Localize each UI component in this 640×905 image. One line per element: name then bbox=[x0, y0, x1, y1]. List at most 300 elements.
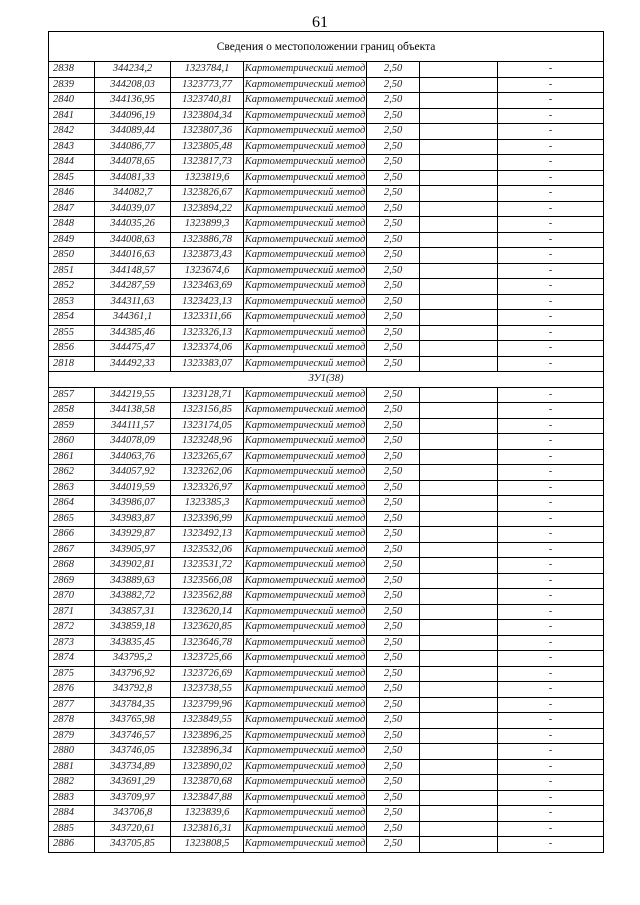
accuracy-cell: 2,50 bbox=[367, 77, 420, 93]
empty-cell bbox=[420, 434, 498, 450]
point-number-cell: 2883 bbox=[49, 790, 95, 806]
description-cell: - bbox=[498, 341, 604, 357]
x-coordinate-cell: 343795,2 bbox=[95, 651, 171, 667]
point-number-cell: 2868 bbox=[49, 558, 95, 574]
empty-cell bbox=[420, 356, 498, 372]
description-cell: - bbox=[498, 496, 604, 512]
point-number-cell: 2872 bbox=[49, 620, 95, 636]
method-cell: Картометрический метод bbox=[244, 821, 367, 837]
point-number-cell: 2861 bbox=[49, 449, 95, 465]
table-row bbox=[49, 139, 604, 155]
empty-cell bbox=[420, 418, 498, 434]
accuracy-cell: 2,50 bbox=[367, 589, 420, 605]
accuracy-cell: 2,50 bbox=[367, 728, 420, 744]
point-number-cell: 2875 bbox=[49, 666, 95, 682]
method-cell: Картометрический метод bbox=[244, 341, 367, 357]
accuracy-cell: 2,50 bbox=[367, 666, 420, 682]
accuracy-cell: 2,50 bbox=[367, 821, 420, 837]
table-row bbox=[49, 124, 604, 140]
empty-cell bbox=[420, 232, 498, 248]
x-coordinate-cell: 344063,76 bbox=[95, 449, 171, 465]
method-cell: Картометрический метод bbox=[244, 775, 367, 791]
empty-cell bbox=[420, 728, 498, 744]
description-cell: - bbox=[498, 108, 604, 124]
point-number-cell: 2848 bbox=[49, 217, 95, 233]
y-coordinate-cell: 1323886,78 bbox=[171, 232, 244, 248]
y-coordinate-cell: 1323248,96 bbox=[171, 434, 244, 450]
description-cell: - bbox=[498, 480, 604, 496]
y-coordinate-cell: 1323174,05 bbox=[171, 418, 244, 434]
x-coordinate-cell: 344311,63 bbox=[95, 294, 171, 310]
x-coordinate-cell: 343882,72 bbox=[95, 589, 171, 605]
method-cell: Картометрический метод bbox=[244, 542, 367, 558]
point-number-cell: 2850 bbox=[49, 248, 95, 264]
y-coordinate-cell: 1323646,78 bbox=[171, 635, 244, 651]
accuracy-cell: 2,50 bbox=[367, 217, 420, 233]
x-coordinate-cell: 344136,95 bbox=[95, 93, 171, 109]
x-coordinate-cell: 344287,59 bbox=[95, 279, 171, 295]
accuracy-cell: 2,50 bbox=[367, 403, 420, 419]
description-cell: - bbox=[498, 790, 604, 806]
y-coordinate-cell: 1323674,6 bbox=[171, 263, 244, 279]
table-row bbox=[49, 573, 604, 589]
accuracy-cell: 2,50 bbox=[367, 806, 420, 822]
method-cell: Картометрический метод bbox=[244, 527, 367, 543]
table-row bbox=[49, 837, 604, 853]
empty-cell bbox=[420, 387, 498, 403]
method-cell: Картометрический метод bbox=[244, 232, 367, 248]
method-cell: Картометрический метод bbox=[244, 837, 367, 853]
x-coordinate-cell: 344148,57 bbox=[95, 263, 171, 279]
description-cell: - bbox=[498, 511, 604, 527]
empty-cell bbox=[420, 170, 498, 186]
description-cell: - bbox=[498, 558, 604, 574]
point-number-cell: 2845 bbox=[49, 170, 95, 186]
table-row bbox=[49, 217, 604, 233]
empty-cell bbox=[420, 558, 498, 574]
point-number-cell: 2864 bbox=[49, 496, 95, 512]
table-row bbox=[49, 496, 604, 512]
x-coordinate-cell: 344086,77 bbox=[95, 139, 171, 155]
empty-cell bbox=[420, 62, 498, 78]
accuracy-cell: 2,50 bbox=[367, 511, 420, 527]
x-coordinate-cell: 344219,55 bbox=[95, 387, 171, 403]
method-cell: Картометрический метод bbox=[244, 263, 367, 279]
empty-cell bbox=[420, 682, 498, 698]
accuracy-cell: 2,50 bbox=[367, 232, 420, 248]
method-cell: Картометрический метод bbox=[244, 620, 367, 636]
x-coordinate-cell: 344492,33 bbox=[95, 356, 171, 372]
y-coordinate-cell: 1323156,85 bbox=[171, 403, 244, 419]
point-number-cell: 2846 bbox=[49, 186, 95, 202]
accuracy-cell: 2,50 bbox=[367, 434, 420, 450]
description-cell: - bbox=[498, 434, 604, 450]
empty-cell bbox=[420, 635, 498, 651]
y-coordinate-cell: 1323725,66 bbox=[171, 651, 244, 667]
empty-cell bbox=[420, 480, 498, 496]
accuracy-cell: 2,50 bbox=[367, 790, 420, 806]
x-coordinate-cell: 343720,61 bbox=[95, 821, 171, 837]
x-coordinate-cell: 343792,8 bbox=[95, 682, 171, 698]
point-number-cell: 2881 bbox=[49, 759, 95, 775]
method-cell: Картометрический метод bbox=[244, 713, 367, 729]
table-row bbox=[49, 558, 604, 574]
y-coordinate-cell: 1323816,31 bbox=[171, 821, 244, 837]
y-coordinate-cell: 1323784,1 bbox=[171, 62, 244, 78]
y-coordinate-cell: 1323890,02 bbox=[171, 759, 244, 775]
x-coordinate-cell: 343734,89 bbox=[95, 759, 171, 775]
table-row bbox=[49, 527, 604, 543]
method-cell: Картометрический метод bbox=[244, 170, 367, 186]
description-cell: - bbox=[498, 217, 604, 233]
point-number-cell: 2870 bbox=[49, 589, 95, 605]
method-cell: Картометрический метод bbox=[244, 124, 367, 140]
table-row bbox=[49, 635, 604, 651]
method-cell: Картометрический метод bbox=[244, 139, 367, 155]
accuracy-cell: 2,50 bbox=[367, 124, 420, 140]
accuracy-cell: 2,50 bbox=[367, 759, 420, 775]
point-number-cell: 2886 bbox=[49, 837, 95, 853]
y-coordinate-cell: 1323383,07 bbox=[171, 356, 244, 372]
point-number-cell: 2841 bbox=[49, 108, 95, 124]
table-row bbox=[49, 294, 604, 310]
method-cell: Картометрический метод bbox=[244, 248, 367, 264]
point-number-cell: 2844 bbox=[49, 155, 95, 171]
empty-cell bbox=[420, 837, 498, 853]
accuracy-cell: 2,50 bbox=[367, 325, 420, 341]
y-coordinate-cell: 1323849,55 bbox=[171, 713, 244, 729]
empty-cell bbox=[420, 697, 498, 713]
description-cell: - bbox=[498, 542, 604, 558]
description-cell: - bbox=[498, 527, 604, 543]
description-cell: - bbox=[498, 310, 604, 326]
description-cell: - bbox=[498, 713, 604, 729]
description-cell: - bbox=[498, 263, 604, 279]
point-number-cell: 2885 bbox=[49, 821, 95, 837]
empty-cell bbox=[420, 713, 498, 729]
y-coordinate-cell: 1323326,13 bbox=[171, 325, 244, 341]
description-cell: - bbox=[498, 170, 604, 186]
empty-cell bbox=[420, 294, 498, 310]
x-coordinate-cell: 344019,59 bbox=[95, 480, 171, 496]
x-coordinate-cell: 344057,92 bbox=[95, 465, 171, 481]
description-cell: - bbox=[498, 201, 604, 217]
accuracy-cell: 2,50 bbox=[367, 697, 420, 713]
x-coordinate-cell: 344016,63 bbox=[95, 248, 171, 264]
y-coordinate-cell: 1323463,69 bbox=[171, 279, 244, 295]
table-row bbox=[49, 248, 604, 264]
x-coordinate-cell: 343706,8 bbox=[95, 806, 171, 822]
method-cell: Картометрический метод bbox=[244, 434, 367, 450]
table-row bbox=[49, 341, 604, 357]
empty-cell bbox=[420, 573, 498, 589]
method-cell: Картометрический метод bbox=[244, 356, 367, 372]
table-row bbox=[49, 279, 604, 295]
empty-cell bbox=[420, 775, 498, 791]
y-coordinate-cell: 1323531,72 bbox=[171, 558, 244, 574]
point-number-cell: 2859 bbox=[49, 418, 95, 434]
table-row bbox=[49, 713, 604, 729]
accuracy-cell: 2,50 bbox=[367, 620, 420, 636]
point-number-cell: 2863 bbox=[49, 480, 95, 496]
accuracy-cell: 2,50 bbox=[367, 775, 420, 791]
point-number-cell: 2862 bbox=[49, 465, 95, 481]
table-row bbox=[49, 744, 604, 760]
accuracy-cell: 2,50 bbox=[367, 341, 420, 357]
table-row bbox=[49, 418, 604, 434]
method-cell: Картометрический метод bbox=[244, 666, 367, 682]
empty-cell bbox=[420, 604, 498, 620]
y-coordinate-cell: 1323817,73 bbox=[171, 155, 244, 171]
table-row bbox=[49, 759, 604, 775]
y-coordinate-cell: 1323896,25 bbox=[171, 728, 244, 744]
y-coordinate-cell: 1323738,55 bbox=[171, 682, 244, 698]
page-number: 61 bbox=[312, 14, 328, 31]
method-cell: Картометрический метод bbox=[244, 325, 367, 341]
method-cell: Картометрический метод bbox=[244, 186, 367, 202]
x-coordinate-cell: 343859,18 bbox=[95, 620, 171, 636]
empty-cell bbox=[420, 511, 498, 527]
empty-cell bbox=[420, 124, 498, 140]
description-cell: - bbox=[498, 806, 604, 822]
accuracy-cell: 2,50 bbox=[367, 93, 420, 109]
y-coordinate-cell: 1323826,67 bbox=[171, 186, 244, 202]
y-coordinate-cell: 1323385,3 bbox=[171, 496, 244, 512]
method-cell: Картометрический метод bbox=[244, 806, 367, 822]
accuracy-cell: 2,50 bbox=[367, 573, 420, 589]
x-coordinate-cell: 344078,09 bbox=[95, 434, 171, 450]
empty-cell bbox=[420, 527, 498, 543]
empty-cell bbox=[420, 806, 498, 822]
description-cell: - bbox=[498, 93, 604, 109]
y-coordinate-cell: 1323396,99 bbox=[171, 511, 244, 527]
empty-cell bbox=[420, 790, 498, 806]
section-header-row bbox=[49, 372, 604, 388]
method-cell: Картометрический метод bbox=[244, 310, 367, 326]
table-row bbox=[49, 620, 604, 636]
empty-cell bbox=[420, 217, 498, 233]
point-number-cell: 2839 bbox=[49, 77, 95, 93]
accuracy-cell: 2,50 bbox=[367, 248, 420, 264]
description-cell: - bbox=[498, 837, 604, 853]
method-cell: Картометрический метод bbox=[244, 759, 367, 775]
method-cell: Картометрический метод bbox=[244, 201, 367, 217]
method-cell: Картометрический метод bbox=[244, 589, 367, 605]
table-row bbox=[49, 604, 604, 620]
accuracy-cell: 2,50 bbox=[367, 837, 420, 853]
description-cell: - bbox=[498, 62, 604, 78]
accuracy-cell: 2,50 bbox=[367, 139, 420, 155]
empty-cell bbox=[420, 589, 498, 605]
point-number-cell: 2854 bbox=[49, 310, 95, 326]
empty-cell bbox=[420, 325, 498, 341]
method-cell: Картометрический метод bbox=[244, 294, 367, 310]
table-row bbox=[49, 108, 604, 124]
accuracy-cell: 2,50 bbox=[367, 62, 420, 78]
empty-cell bbox=[420, 542, 498, 558]
empty-cell bbox=[420, 139, 498, 155]
x-coordinate-cell: 343857,31 bbox=[95, 604, 171, 620]
x-coordinate-cell: 343986,07 bbox=[95, 496, 171, 512]
y-coordinate-cell: 1323839,6 bbox=[171, 806, 244, 822]
accuracy-cell: 2,50 bbox=[367, 713, 420, 729]
empty-cell bbox=[420, 465, 498, 481]
empty-cell bbox=[420, 403, 498, 419]
y-coordinate-cell: 1323265,67 bbox=[171, 449, 244, 465]
table-row bbox=[49, 449, 604, 465]
description-cell: - bbox=[498, 186, 604, 202]
description-cell: - bbox=[498, 759, 604, 775]
description-cell: - bbox=[498, 651, 604, 667]
point-number-cell: 2840 bbox=[49, 93, 95, 109]
description-cell: - bbox=[498, 635, 604, 651]
method-cell: Картометрический метод bbox=[244, 651, 367, 667]
table-row bbox=[49, 310, 604, 326]
point-number-cell: 2857 bbox=[49, 387, 95, 403]
method-cell: Картометрический метод bbox=[244, 465, 367, 481]
description-cell: - bbox=[498, 465, 604, 481]
table-row bbox=[49, 589, 604, 605]
table-row bbox=[49, 232, 604, 248]
table-row bbox=[49, 387, 604, 403]
accuracy-cell: 2,50 bbox=[367, 651, 420, 667]
y-coordinate-cell: 1323847,88 bbox=[171, 790, 244, 806]
table-row bbox=[49, 170, 604, 186]
empty-cell bbox=[420, 263, 498, 279]
point-number-cell: 2880 bbox=[49, 744, 95, 760]
y-coordinate-cell: 1323805,48 bbox=[171, 139, 244, 155]
x-coordinate-cell: 344039,07 bbox=[95, 201, 171, 217]
point-number-cell: 2884 bbox=[49, 806, 95, 822]
table-row bbox=[49, 77, 604, 93]
empty-cell bbox=[420, 248, 498, 264]
y-coordinate-cell: 1323799,96 bbox=[171, 697, 244, 713]
x-coordinate-cell: 344081,33 bbox=[95, 170, 171, 186]
x-coordinate-cell: 344138,58 bbox=[95, 403, 171, 419]
empty-cell bbox=[420, 310, 498, 326]
y-coordinate-cell: 1323873,43 bbox=[171, 248, 244, 264]
x-coordinate-cell: 343705,85 bbox=[95, 837, 171, 853]
y-coordinate-cell: 1323773,77 bbox=[171, 77, 244, 93]
table-row bbox=[49, 201, 604, 217]
table-row bbox=[49, 728, 604, 744]
point-number-cell: 2851 bbox=[49, 263, 95, 279]
y-coordinate-cell: 1323804,34 bbox=[171, 108, 244, 124]
method-cell: Картометрический метод bbox=[244, 217, 367, 233]
table-row bbox=[49, 697, 604, 713]
point-number-cell: 2878 bbox=[49, 713, 95, 729]
accuracy-cell: 2,50 bbox=[367, 465, 420, 481]
description-cell: - bbox=[498, 139, 604, 155]
empty-cell bbox=[420, 821, 498, 837]
description-cell: - bbox=[498, 821, 604, 837]
table-row bbox=[49, 465, 604, 481]
description-cell: - bbox=[498, 418, 604, 434]
description-cell: - bbox=[498, 124, 604, 140]
x-coordinate-cell: 344361,1 bbox=[95, 310, 171, 326]
method-cell: Картометрический метод bbox=[244, 418, 367, 434]
description-cell: - bbox=[498, 279, 604, 295]
x-coordinate-cell: 344089,44 bbox=[95, 124, 171, 140]
table-row bbox=[49, 666, 604, 682]
description-cell: - bbox=[498, 744, 604, 760]
y-coordinate-cell: 1323726,69 bbox=[171, 666, 244, 682]
method-cell: Картометрический метод bbox=[244, 635, 367, 651]
section-label: ЗУ1(38) bbox=[49, 372, 604, 388]
accuracy-cell: 2,50 bbox=[367, 744, 420, 760]
x-coordinate-cell: 343889,63 bbox=[95, 573, 171, 589]
x-coordinate-cell: 343691,29 bbox=[95, 775, 171, 791]
y-coordinate-cell: 1323740,81 bbox=[171, 93, 244, 109]
table-row bbox=[49, 542, 604, 558]
y-coordinate-cell: 1323374,06 bbox=[171, 341, 244, 357]
y-coordinate-cell: 1323894,22 bbox=[171, 201, 244, 217]
description-cell: - bbox=[498, 620, 604, 636]
point-number-cell: 2874 bbox=[49, 651, 95, 667]
point-number-cell: 2876 bbox=[49, 682, 95, 698]
method-cell: Картометрический метод bbox=[244, 558, 367, 574]
table-row bbox=[49, 806, 604, 822]
accuracy-cell: 2,50 bbox=[367, 449, 420, 465]
description-cell: - bbox=[498, 232, 604, 248]
accuracy-cell: 2,50 bbox=[367, 108, 420, 124]
method-cell: Картометрический метод bbox=[244, 387, 367, 403]
y-coordinate-cell: 1323807,36 bbox=[171, 124, 244, 140]
description-cell: - bbox=[498, 682, 604, 698]
point-number-cell: 2849 bbox=[49, 232, 95, 248]
method-cell: Картометрический метод bbox=[244, 62, 367, 78]
accuracy-cell: 2,50 bbox=[367, 542, 420, 558]
method-cell: Картометрический метод bbox=[244, 77, 367, 93]
method-cell: Картометрический метод bbox=[244, 573, 367, 589]
description-cell: - bbox=[498, 356, 604, 372]
accuracy-cell: 2,50 bbox=[367, 294, 420, 310]
empty-cell bbox=[420, 341, 498, 357]
x-coordinate-cell: 343835,45 bbox=[95, 635, 171, 651]
point-number-cell: 2873 bbox=[49, 635, 95, 651]
description-cell: - bbox=[498, 449, 604, 465]
method-cell: Картометрический метод bbox=[244, 155, 367, 171]
accuracy-cell: 2,50 bbox=[367, 558, 420, 574]
point-number-cell: 2877 bbox=[49, 697, 95, 713]
accuracy-cell: 2,50 bbox=[367, 604, 420, 620]
accuracy-cell: 2,50 bbox=[367, 635, 420, 651]
description-cell: - bbox=[498, 697, 604, 713]
description-cell: - bbox=[498, 573, 604, 589]
empty-cell bbox=[420, 155, 498, 171]
x-coordinate-cell: 344111,57 bbox=[95, 418, 171, 434]
accuracy-cell: 2,50 bbox=[367, 170, 420, 186]
accuracy-cell: 2,50 bbox=[367, 186, 420, 202]
x-coordinate-cell: 343796,92 bbox=[95, 666, 171, 682]
x-coordinate-cell: 343929,87 bbox=[95, 527, 171, 543]
point-number-cell: 2865 bbox=[49, 511, 95, 527]
table-row bbox=[49, 356, 604, 372]
y-coordinate-cell: 1323311,66 bbox=[171, 310, 244, 326]
empty-cell bbox=[420, 651, 498, 667]
y-coordinate-cell: 1323492,13 bbox=[171, 527, 244, 543]
point-number-cell: 2855 bbox=[49, 325, 95, 341]
boundary-coordinates-table bbox=[48, 31, 604, 853]
table-row bbox=[49, 325, 604, 341]
x-coordinate-cell: 344035,26 bbox=[95, 217, 171, 233]
empty-cell bbox=[420, 666, 498, 682]
x-coordinate-cell: 344078,65 bbox=[95, 155, 171, 171]
point-number-cell: 2843 bbox=[49, 139, 95, 155]
point-number-cell: 2882 bbox=[49, 775, 95, 791]
x-coordinate-cell: 343709,97 bbox=[95, 790, 171, 806]
point-number-cell: 2852 bbox=[49, 279, 95, 295]
